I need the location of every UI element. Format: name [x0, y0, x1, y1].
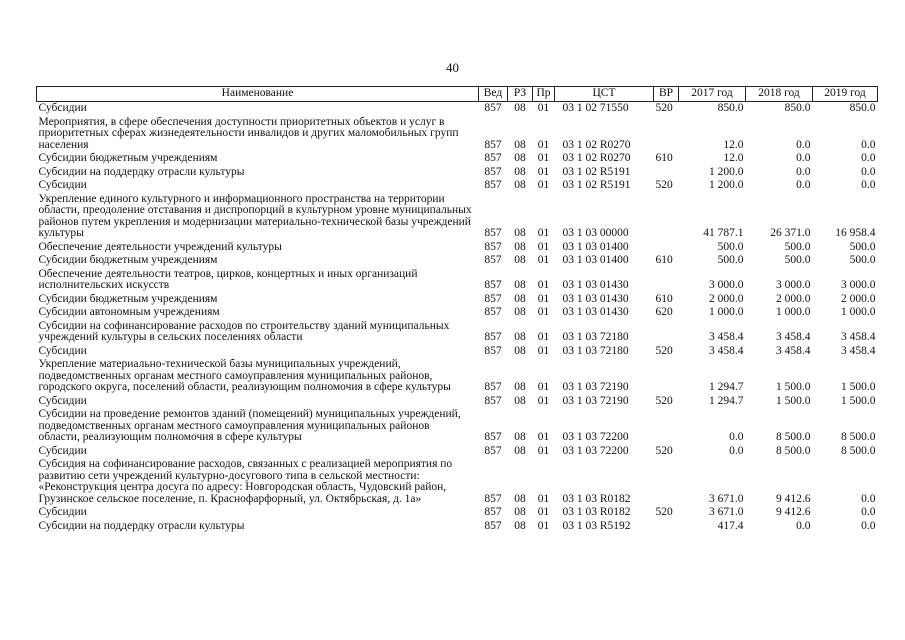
cell-rz: 08 — [514, 381, 526, 393]
cell-ved: 857 — [484, 331, 502, 343]
table-row — [37, 254, 878, 268]
cell-name: Субсидии — [38, 506, 87, 518]
cell-rz: 08 — [514, 279, 526, 291]
table-row — [37, 506, 878, 520]
cell-vr — [654, 520, 679, 534]
cell-2018: 0.0 — [796, 138, 811, 151]
cell-2017: 3 458.4 — [709, 331, 744, 343]
cell-vr — [654, 241, 679, 255]
cell-pr: 01 — [537, 165, 550, 178]
cell-2018: 9 412.6 — [776, 492, 811, 505]
cell-ved: 857 — [484, 240, 502, 253]
cell-2018: 26 371.0 — [770, 227, 811, 239]
cell-rz: 08 — [514, 165, 526, 178]
cell-ved: 857 — [484, 444, 502, 457]
cell-name: Субсидии на проведение ремонтов зданий (помещений) муниципальных учреждений, подведомственных органам местного самоуправления муниципальных районов области, реализующим полномочия в сфере культуры — [38, 408, 461, 443]
table-row — [37, 116, 878, 153]
table-row — [37, 268, 878, 293]
cell-pr: 01 — [537, 279, 550, 291]
cell-cst: 03 1 02 R5191 — [562, 179, 631, 191]
cell-rz: 08 — [514, 152, 526, 164]
table-header-row — [37, 87, 878, 102]
table-row — [37, 320, 878, 345]
cell-2017: 3 671.0 — [709, 492, 744, 505]
cell-2019: 3 458.4 — [841, 344, 876, 357]
cell-pr: 01 — [537, 240, 550, 253]
cell-rz: 08 — [514, 240, 526, 253]
cell-name: Субсидия на софинансирование расходов, связанных с реализацией мероприятия по развитию сети учреждений культурно-досугового типа в сельской местности: «Реконструкция центра досуга по адресу: Новгородская область, Чудовский район, Грузинское сельское поселение, п. Краснофарфорный, ул. Октябрьская, д. 1а» — [38, 458, 453, 505]
cell-2017: 1 294.7 — [709, 381, 744, 393]
header-name: Наименование — [37, 87, 479, 102]
cell-2019: 3 458.4 — [841, 331, 876, 343]
cell-ved: 857 — [484, 254, 502, 266]
cell-2017: 1 200.0 — [709, 165, 744, 178]
cell-ved: 857 — [484, 102, 502, 114]
header-2019: 2019 год — [813, 87, 878, 102]
cell-2019: 0.0 — [861, 506, 876, 518]
table-row — [37, 395, 878, 409]
cell-2019: 0.0 — [861, 138, 876, 151]
header-cst: ЦСТ — [555, 87, 654, 102]
cell-2017: 500.0 — [717, 254, 744, 266]
cell-name: Укрепление единого культурного и информационного пространства на территории области, преодоление отставания и диспропорций в культурном уровне муниципальных районов путем укрепления и модернизации материально-технической базы учреждений культуры — [38, 192, 472, 239]
cell-name: Субсидии — [38, 394, 87, 407]
cell-vr: 520 — [655, 394, 673, 407]
table-body — [37, 102, 878, 534]
cell-2018: 500.0 — [784, 240, 811, 253]
cell-ved: 857 — [484, 492, 502, 505]
cell-2018: 3 000.0 — [776, 279, 811, 291]
cell-vr: 520 — [655, 102, 673, 114]
cell-name: Субсидии автономным учреждениям — [38, 306, 220, 318]
cell-2019: 0.0 — [861, 492, 876, 505]
cell-2019: 850.0 — [849, 102, 876, 114]
cell-vr: 520 — [655, 344, 673, 357]
cell-2017: 3 458.4 — [709, 344, 744, 357]
cell-pr: 01 — [537, 179, 550, 191]
table-row — [37, 166, 878, 180]
cell-ved: 857 — [484, 165, 502, 178]
cell-vr — [654, 193, 679, 241]
cell-2018: 3 458.4 — [776, 331, 811, 343]
cell-ved: 857 — [484, 506, 502, 518]
cell-name: Субсидии — [38, 102, 87, 114]
cell-ved: 857 — [484, 138, 502, 151]
cell-name: Субсидии — [38, 344, 87, 357]
cell-name: Мероприятия, в сфере обеспечения доступности приоритетных объектов и услуг в приоритетных сферах жизнедеятельности инвалидов и других маломобильных групп населения — [38, 115, 459, 151]
cell-rz: 08 — [514, 331, 526, 343]
table-row — [37, 179, 878, 193]
cell-rz: 08 — [514, 492, 526, 505]
cell-2019: 500.0 — [849, 254, 876, 266]
cell-name: Субсидии на поддердку отрасли культуры — [38, 519, 245, 532]
cell-pr: 01 — [537, 431, 550, 443]
cell-ved: 857 — [484, 344, 502, 357]
cell-rz: 08 — [514, 506, 526, 518]
cell-rz: 08 — [514, 519, 526, 532]
cell-2019: 0.0 — [861, 519, 876, 532]
header-pr: Пр — [533, 87, 555, 102]
cell-vr: 610 — [655, 152, 673, 164]
cell-rz: 08 — [514, 292, 526, 305]
cell-2017: 12.0 — [723, 152, 744, 164]
cell-rz: 08 — [514, 102, 526, 114]
cell-ved: 857 — [484, 279, 502, 291]
table-row — [37, 358, 878, 395]
header-2017: 2017 год — [679, 87, 746, 102]
cell-cst: 03 1 02 R5191 — [562, 165, 631, 178]
cell-cst: 03 1 02 R0270 — [562, 138, 631, 151]
cell-name: Субсидии бюджетным учреждениям — [38, 152, 218, 164]
page-number: 40 — [446, 60, 459, 75]
cell-ved: 857 — [484, 227, 502, 239]
cell-2018: 9 412.6 — [776, 506, 811, 518]
cell-2017: 0.0 — [729, 431, 744, 443]
cell-cst: 03 1 03 01430 — [562, 279, 629, 291]
table-row — [37, 193, 878, 241]
cell-ved: 857 — [484, 381, 502, 393]
cell-2019: 3 000.0 — [841, 279, 876, 291]
cell-2017: 3 000.0 — [709, 279, 744, 291]
cell-2019: 500.0 — [849, 240, 876, 253]
cell-ved: 857 — [484, 519, 502, 532]
cell-name: Укрепление материально-технической базы муниципальных учреждений, подведомственных органам местного самоуправления муниципальных районов, городского округа, поселений области, реализующим полномочия в сфере культуры — [38, 358, 451, 393]
cell-cst: 03 1 03 01400 — [562, 254, 629, 266]
cell-2018: 8 500.0 — [776, 431, 811, 443]
cell-pr: 01 — [537, 506, 550, 518]
cell-name: Субсидии на софинансирование расходов по строительству зданий муниципальных учреждений культуры в сельских поселениях области — [38, 319, 450, 343]
table-row — [37, 102, 878, 116]
cell-2018: 0.0 — [796, 152, 811, 164]
cell-name: Обеспечение деятельности учреждений культуры — [38, 240, 282, 253]
cell-rz: 08 — [514, 306, 526, 318]
cell-vr: 610 — [655, 292, 673, 305]
cell-2017: 417.4 — [717, 519, 744, 532]
cell-pr: 01 — [537, 492, 550, 505]
cell-vr: 520 — [655, 444, 673, 457]
cell-name: Субсидии бюджетным учреждениям — [38, 254, 218, 266]
cell-cst: 03 1 03 01430 — [562, 292, 629, 305]
cell-2017: 2 000.0 — [709, 292, 744, 305]
cell-cst: 03 1 03 72190 — [562, 394, 629, 407]
cell-vr — [654, 408, 679, 445]
cell-pr: 01 — [537, 444, 550, 457]
cell-name: Субсидии на поддердку отрасли культуры — [38, 165, 245, 178]
table-row — [37, 458, 878, 506]
cell-cst: 03 1 03 72200 — [562, 444, 629, 457]
cell-pr: 01 — [537, 254, 550, 266]
cell-vr: 520 — [655, 506, 673, 518]
cell-ved: 857 — [484, 152, 502, 164]
cell-ved: 857 — [484, 394, 502, 407]
cell-2018: 500.0 — [784, 254, 811, 266]
cell-vr: 610 — [655, 254, 673, 266]
cell-cst: 03 1 03 01400 — [562, 240, 629, 253]
cell-2017: 500.0 — [717, 240, 744, 253]
cell-2018: 2 000.0 — [776, 292, 811, 305]
cell-2018: 1 000.0 — [776, 306, 811, 318]
header-2018: 2018 год — [746, 87, 813, 102]
cell-rz: 08 — [514, 254, 526, 266]
cell-name: Субсидии — [38, 444, 87, 457]
cell-2017: 12.0 — [723, 138, 744, 151]
cell-rz: 08 — [514, 179, 526, 191]
cell-vr: 620 — [655, 306, 673, 318]
cell-2018: 0.0 — [796, 165, 811, 178]
header-ved: Вед — [479, 87, 508, 102]
cell-cst: 03 1 03 72180 — [562, 331, 629, 343]
cell-2017: 0.0 — [729, 444, 744, 457]
cell-vr — [654, 268, 679, 293]
cell-cst: 03 1 03 72180 — [562, 344, 629, 357]
cell-cst: 03 1 03 72190 — [562, 381, 629, 393]
cell-ved: 857 — [484, 306, 502, 318]
cell-2018: 8 500.0 — [776, 444, 811, 457]
cell-2019: 8 500.0 — [841, 431, 876, 443]
cell-rz: 08 — [514, 227, 526, 239]
cell-pr: 01 — [537, 306, 550, 318]
cell-pr: 01 — [537, 138, 550, 151]
cell-rz: 08 — [514, 394, 526, 407]
cell-2017: 41 787.1 — [703, 227, 744, 239]
cell-2019: 1 500.0 — [841, 394, 876, 407]
table-row — [37, 241, 878, 255]
table-row — [37, 520, 878, 534]
cell-2018: 850.0 — [784, 102, 811, 114]
cell-2017: 850.0 — [717, 102, 744, 114]
cell-rz: 08 — [514, 138, 526, 151]
cell-2018: 0.0 — [796, 179, 811, 191]
cell-name: Обеспечение деятельности театров, цирков, концертных и иных организаций исполнительских искусств — [38, 267, 418, 291]
cell-2018: 1 500.0 — [776, 381, 811, 393]
cell-pr: 01 — [537, 519, 550, 532]
cell-pr: 01 — [537, 331, 550, 343]
table-row — [37, 152, 878, 166]
cell-2019: 0.0 — [861, 152, 876, 164]
header-vr: ВР — [654, 87, 679, 102]
cell-2019: 0.0 — [861, 165, 876, 178]
cell-2019: 1 500.0 — [841, 381, 876, 393]
cell-2018: 0.0 — [796, 519, 811, 532]
cell-2019: 8 500.0 — [841, 444, 876, 457]
cell-2019: 2 000.0 — [841, 292, 876, 305]
cell-cst: 03 1 03 R0182 — [562, 506, 631, 518]
budget-table — [36, 86, 878, 533]
cell-vr — [654, 320, 679, 345]
cell-pr: 01 — [537, 394, 550, 407]
cell-rz: 08 — [514, 431, 526, 443]
cell-cst: 03 1 02 71550 — [562, 102, 629, 114]
cell-vr — [654, 166, 679, 180]
cell-vr — [654, 458, 679, 506]
cell-name: Субсидии — [38, 179, 87, 191]
cell-2017: 3 671.0 — [709, 506, 744, 518]
cell-2018: 1 500.0 — [776, 394, 811, 407]
cell-pr: 01 — [537, 152, 550, 164]
table-row — [37, 293, 878, 307]
cell-cst: 03 1 03 72200 — [562, 431, 629, 443]
cell-2017: 1 200.0 — [709, 179, 744, 191]
cell-vr — [654, 358, 679, 395]
cell-ved: 857 — [484, 431, 502, 443]
table-row — [37, 345, 878, 359]
cell-vr: 520 — [655, 179, 673, 191]
cell-rz: 08 — [514, 344, 526, 357]
table-row — [37, 306, 878, 320]
cell-ved: 857 — [484, 179, 502, 191]
cell-rz: 08 — [514, 444, 526, 457]
cell-2017: 1 000.0 — [709, 306, 744, 318]
cell-cst: 03 1 03 R5192 — [562, 519, 631, 532]
cell-pr: 01 — [537, 381, 550, 393]
cell-pr: 01 — [537, 292, 550, 305]
cell-2018: 3 458.4 — [776, 344, 811, 357]
header-rz: РЗ — [508, 87, 533, 102]
cell-ved: 857 — [484, 292, 502, 305]
cell-cst: 03 1 03 00000 — [562, 227, 629, 239]
cell-cst: 03 1 03 R0182 — [562, 492, 631, 505]
cell-name: Субсидии бюджетным учреждениям — [38, 292, 218, 305]
cell-pr: 01 — [537, 344, 550, 357]
cell-pr: 01 — [537, 102, 550, 114]
cell-vr — [654, 116, 679, 153]
cell-2019: 16 958.4 — [835, 227, 876, 239]
cell-2017: 1 294.7 — [709, 394, 744, 407]
cell-cst: 03 1 02 R0270 — [562, 152, 631, 164]
cell-2019: 0.0 — [861, 179, 876, 191]
cell-2019: 1 000.0 — [841, 306, 876, 318]
cell-cst: 03 1 03 01430 — [562, 306, 629, 318]
table-row — [37, 445, 878, 459]
cell-pr: 01 — [537, 227, 550, 239]
table-row — [37, 408, 878, 445]
